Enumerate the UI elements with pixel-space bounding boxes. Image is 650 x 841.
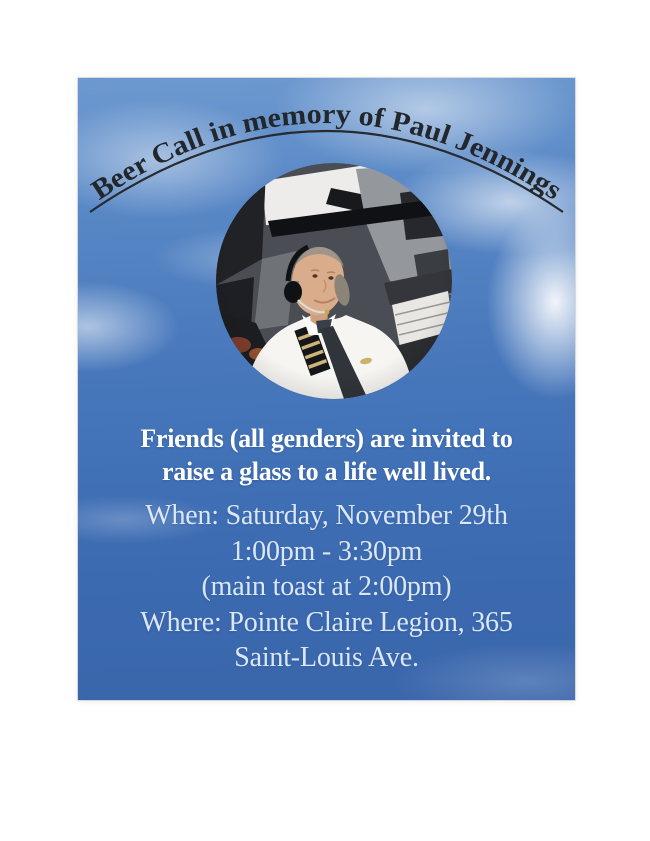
detail-where-line-1: Where: Pointe Claire Legion, 365: [140, 606, 513, 638]
invitation-text: [78, 422, 575, 488]
memorial-flyer: [78, 78, 575, 700]
pilot-photo: [216, 163, 452, 399]
detail-time: 1:00pm - 3:30pm: [230, 535, 423, 567]
detail-toast: (main toast at 2:00pm): [201, 571, 452, 602]
photo-vignette: [216, 163, 452, 399]
event-details: [78, 498, 575, 676]
detail-when: When: Saturday, November 29th: [145, 500, 508, 531]
invitation-line-1: Friends (all genders) are invited to: [140, 424, 513, 453]
detail-where-line-2: Saint-Louis Ave.: [234, 642, 419, 673]
arc-title-text: Beer Call in memory of Paul Jennings: [85, 98, 567, 207]
invitation-line-2: raise a glass to a life well lived.: [162, 457, 491, 486]
pilot-photo-illustration: [216, 163, 452, 399]
